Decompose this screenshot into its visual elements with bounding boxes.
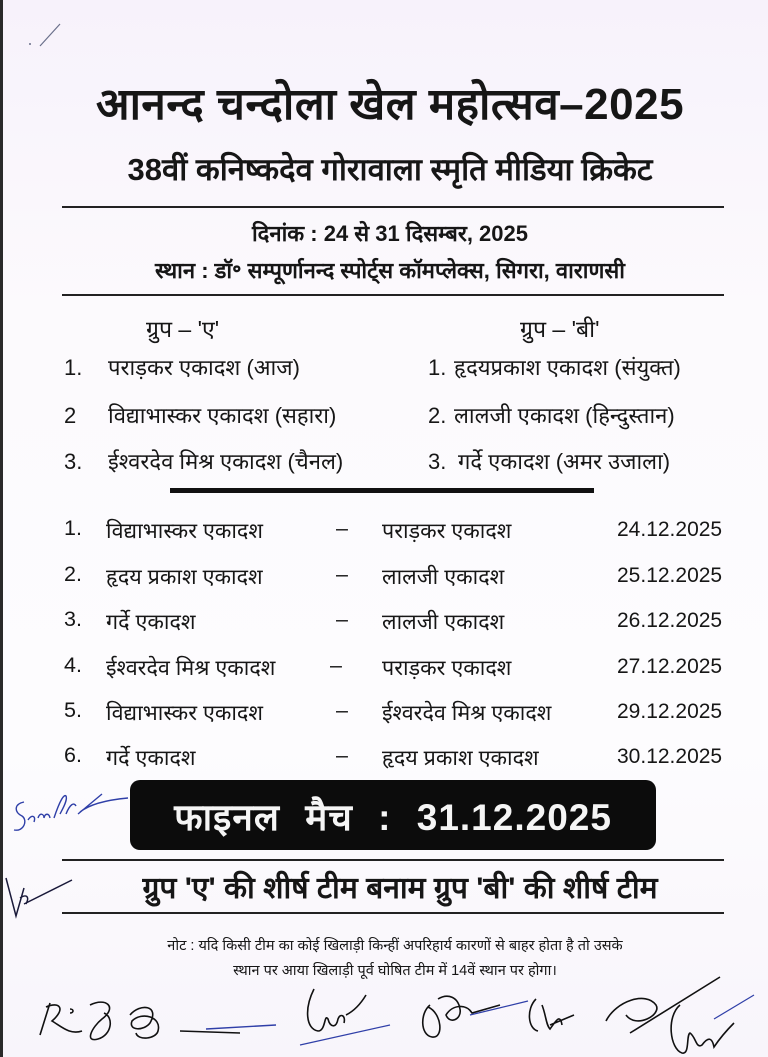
event-venue: स्थान : डॉ॰ सम्पूर्णानन्द स्पोर्ट्स कॉमप्लेक्स, सिगरा, वाराणसी [155,258,625,283]
fixture-separator: – [336,607,348,631]
fixture-date: 29.12.2025 [617,700,723,723]
group-a-team [64,352,300,382]
divider [62,294,724,296]
team-name: लालजी एकादश (हिन्दुस्तान) [454,403,675,428]
fixture-separator: – [336,698,348,722]
group-b-heading: ग्रुप – 'बी' [520,316,600,342]
fixture-number: 3. [64,607,82,631]
page-title: आनन्द चन्दोला खेल महोत्सव–2025 [95,80,685,129]
fixture-date: 26.12.2025 [617,609,723,632]
fixture-team1: गर्दे एकादश [106,610,196,634]
fixture-team1: गर्दे एकादश [106,746,196,770]
team-number: 2. [428,403,447,428]
event-dates: दिनांक : 24 से 31 दिसम्बर, 2025 [251,221,528,246]
fixture-team2: ईश्वरदेव मिश्र एकादश [382,701,552,725]
team-name: हृदयप्रकाश एकादश (संयुक्त) [454,355,681,380]
page-subtitle: 38वीं कनिष्कदेव गोरावाला स्मृति मीडिया क्रिकेट [127,152,653,187]
group-a-heading: ग्रुप – 'ए' [146,316,220,342]
divider [62,859,724,861]
divider [62,206,724,208]
group-a-team [64,446,343,476]
fixture-number: 1. [64,516,82,540]
group-b-team [428,352,681,382]
fixture-team1: ईश्वरदेव मिश्र एकादश [106,656,276,680]
thick-divider [170,488,594,493]
team-name: गर्दे एकादश (अमर उजाला) [458,449,671,474]
fixture-team1: विद्याभास्कर एकादश [106,519,263,543]
fixture-separator: – [336,562,348,586]
pen-mark-icon [18,20,68,50]
fixture-date: 27.12.2025 [617,655,723,678]
fixture-team2: लालजी एकादश [382,610,505,634]
final-matchup: ग्रुप 'ए' की शीर्ष टीम बनाम ग्रुप 'बी' की शीर्ष टीम [142,872,658,905]
team-name: ईश्वरदेव मिश्र एकादश (चैनल) [108,449,344,474]
team-number: 1. [64,355,83,380]
team-number: 3. [64,449,83,474]
fixture-number: 4. [64,653,82,677]
fixture-date: 25.12.2025 [617,564,723,587]
final-match-banner: फाइनल मैच : 31.12.2025 [130,780,656,850]
group-b-team [428,400,675,430]
team-name: पराड़कर एकादश (आज) [108,355,300,380]
fixture-team2: हृदय प्रकाश एकादश [382,746,539,770]
team-number: 1. [428,355,447,380]
fixture-team2: लालजी एकादश [382,565,505,589]
fixture-separator: – [336,743,348,767]
fixture-team2: पराड़कर एकादश [382,656,512,680]
note-line-2: स्थान पर आया खिलाड़ी पूर्व घोषित टीम में 14वें स्थान पर होगा। [233,963,557,979]
team-number: 2 [64,403,77,428]
fixture-separator: – [330,653,342,677]
fixture-number: 2. [64,562,82,586]
team-number: 3. [428,449,447,474]
note-line-1: नोट : यदि किसी टीम का कोई खिलाड़ी किन्हीं अपरिहार्य कारणों से बाहर होता है तो उसके [167,938,623,954]
signature-icon [6,790,131,845]
signature-icon [2,868,82,928]
note [50,934,740,984]
team-name: विद्याभास्कर एकादश (सहारा) [108,403,337,428]
fixture-team1: हृदय प्रकाश एकादश [106,565,263,589]
fixture-number: 6. [64,743,82,767]
divider [62,912,724,914]
group-b-team [428,446,670,476]
fixture-team2: पराड़कर एकादश [382,519,512,543]
fixture-number: 5. [64,698,82,722]
fixture-separator: – [336,516,348,540]
fixture-team1: विद्याभास्कर एकादश [106,701,263,725]
fixture-date: 30.12.2025 [617,745,723,768]
group-a-team [64,400,336,430]
signatures-row-icon [30,985,768,1057]
fixture-date: 24.12.2025 [617,518,723,541]
